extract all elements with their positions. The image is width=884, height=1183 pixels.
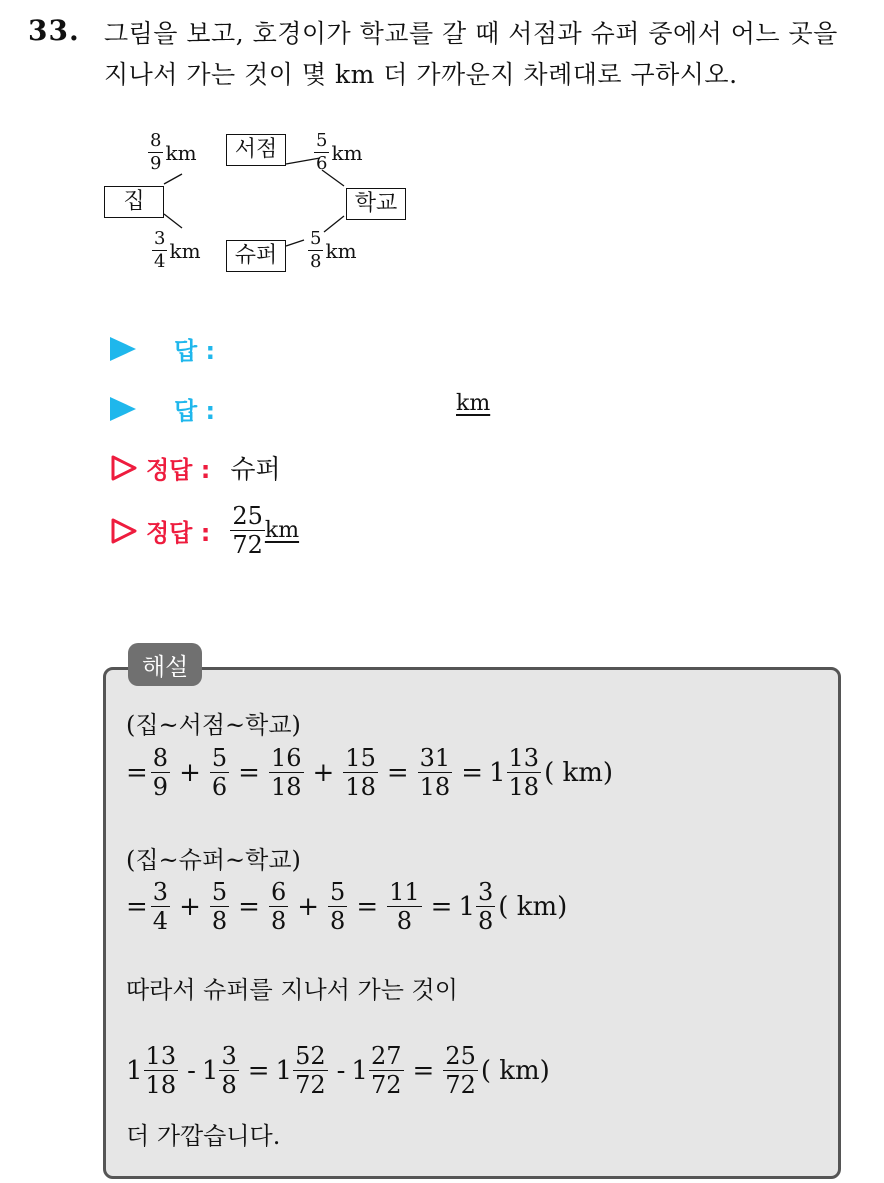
distance-home-super: $\frac{3}{4}$ km bbox=[154, 228, 201, 272]
question-text-line1: 그림을 보고, 호경이가 학교를 갈 때 서점과 슈퍼 중에서 어느 곳을 bbox=[104, 19, 838, 48]
correct-label: 정답 : bbox=[146, 456, 211, 484]
correct-value-2: $\frac{25}{72}$ bbox=[232, 502, 263, 559]
triangle-outline-icon bbox=[110, 517, 138, 545]
correct-label: 정답 : bbox=[146, 519, 211, 547]
play-icon bbox=[110, 337, 136, 361]
super-box: 슈퍼 bbox=[226, 240, 286, 272]
correct-value-1: 슈퍼 bbox=[230, 455, 281, 485]
solution-eq3: 1 $\frac{13}{18}$ - 1 $\frac{3}{8}$ = 1 $\frac{52}{72}$ - 1 $\frac{27}{72}$ = $\frac{25}{72}$ ( km) bbox=[126, 1042, 550, 1099]
route-diagram bbox=[100, 128, 420, 278]
solution-final: 더 가깝습니다. bbox=[126, 1122, 281, 1150]
home-box: 집 bbox=[104, 186, 164, 218]
distance-home-bookstore: $\frac{8}{9}$ km bbox=[150, 130, 197, 174]
answer-unit: km bbox=[456, 391, 491, 416]
play-icon bbox=[110, 397, 136, 421]
solution-path2: (집~슈퍼~학교) bbox=[126, 846, 301, 874]
solution-conclusion: 따라서 슈퍼를 지나서 가는 것이 bbox=[126, 976, 458, 1004]
solution-eq1: = $\frac{8}{9}$ + $\frac{5}{6}$ = $\frac{16}{18}$ + $\frac{15}{18}$ = $\frac{31}{18}$ = 1 $\frac{13}{18}$ ( km) bbox=[126, 744, 614, 801]
triangle-outline-icon bbox=[110, 454, 138, 482]
answer-label: 답 : bbox=[174, 397, 216, 425]
answer-row-2 bbox=[110, 391, 215, 426]
school-box: 학교 bbox=[346, 188, 406, 220]
distance-super-school: $\frac{5}{8}$ km bbox=[310, 228, 357, 272]
distance-bookstore-school: $\frac{5}{6}$ km bbox=[316, 130, 363, 174]
answer-row-1 bbox=[110, 331, 215, 366]
bookstore-box: 서점 bbox=[226, 134, 286, 166]
correct-row-1 bbox=[110, 449, 281, 486]
answer-label: 답 : bbox=[174, 337, 216, 365]
solution-path1: (집~서점~학교) bbox=[126, 711, 301, 739]
solution-eq2: = $\frac{3}{4}$ + $\frac{5}{8}$ = $\frac{6}{8}$ + $\frac{5}{8}$ = $\frac{11}{8}$ = 1 $\frac{3}{8}$ ( km) bbox=[126, 878, 568, 935]
question-number: 33. bbox=[28, 14, 80, 47]
correct-unit: km bbox=[264, 518, 300, 543]
solution-tab: 해설 bbox=[128, 643, 202, 686]
question-text-line2: 지나서 가는 것이 몇 km 더 가까운지 차례대로 구하시오. bbox=[104, 60, 738, 89]
correct-row-2 bbox=[110, 504, 299, 557]
